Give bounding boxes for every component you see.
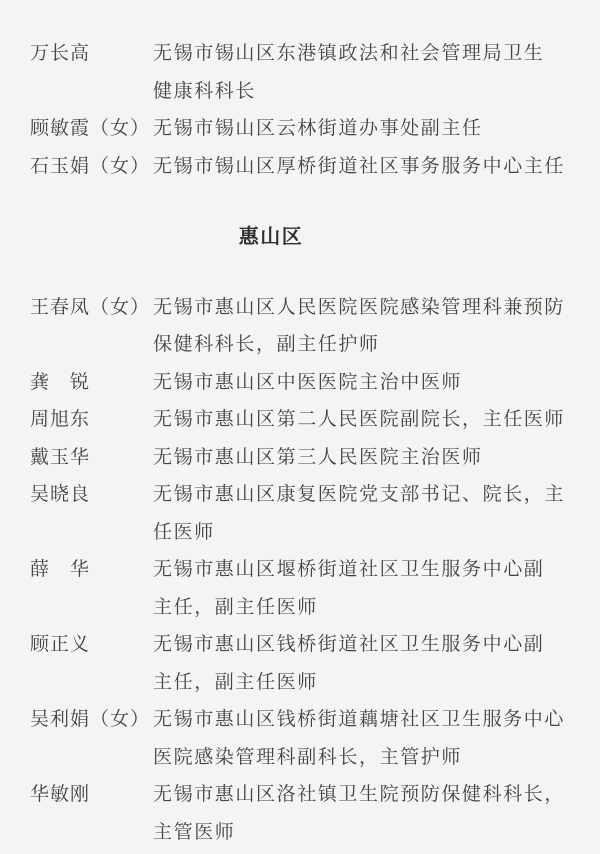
entry-row	[30, 626, 600, 701]
title-line: 无锡市惠山区康复医院党支部书记、院长，主	[153, 484, 566, 505]
title-line: 无锡市惠山区洛社镇卫生院预防保健科科长，	[153, 784, 566, 805]
entry-row	[30, 289, 600, 364]
title-line: 无锡市惠山区第二人民医院副院长，主任医师	[153, 409, 566, 430]
person-title	[153, 148, 565, 186]
title-line: 主管医师	[153, 821, 236, 843]
entry-row	[30, 476, 600, 551]
title-line: 无锡市锡山区厚桥街道社区事务服务中心主任	[153, 155, 566, 177]
section-huishan	[30, 289, 600, 852]
person-title	[153, 626, 544, 701]
person-name: 吴晓良	[30, 484, 91, 505]
title-line: 无锡市惠山区中医医院主治中医师	[153, 371, 463, 393]
person-name: 龚 锐	[30, 371, 91, 393]
title-line: 主任，副主任医师	[153, 596, 318, 618]
title-line: 任医师	[153, 521, 215, 543]
title-line: 无锡市锡山区云林街道办事处副主任	[153, 118, 483, 139]
person-title	[153, 551, 544, 626]
person-name: 石玉娟（女）	[30, 155, 151, 177]
person-title	[153, 110, 483, 148]
person-title	[153, 701, 565, 776]
entry-row	[30, 35, 600, 110]
person-name: 吴利娟（女）	[30, 709, 151, 730]
title-line: 无锡市惠山区钱桥街道社区卫生服务中心副	[153, 634, 545, 655]
person-title	[153, 476, 565, 551]
entry-row	[30, 401, 600, 439]
entry-row	[30, 551, 600, 626]
title-line: 无锡市惠山区第三人民医院主治医师	[153, 446, 483, 468]
person-title	[153, 35, 544, 110]
title-line: 保健科科长，副主任护师	[153, 334, 380, 355]
person-name: 顾敏霞（女）	[30, 118, 151, 139]
person-name: 薛 华	[30, 559, 91, 580]
entry-row	[30, 439, 600, 477]
person-name: 戴玉华	[30, 446, 91, 468]
title-line: 无锡市惠山区堰桥街道社区卫生服务中心副	[153, 559, 545, 580]
person-name: 王春凤（女）	[30, 296, 151, 318]
entry-row	[30, 701, 600, 776]
person-name: 万长高	[30, 43, 91, 64]
section-xishan-continuation	[30, 35, 600, 185]
person-title	[153, 289, 565, 364]
title-line: 医院感染管理科副科长，主管护师	[153, 746, 463, 768]
person-name: 华敏刚	[30, 784, 91, 805]
person-title	[153, 364, 462, 402]
title-line: 无锡市锡山区东港镇政法和社会管理局卫生	[153, 43, 545, 64]
title-line: 无锡市惠山区人民医院医院感染管理科兼预防	[153, 296, 566, 318]
entry-row	[30, 776, 600, 851]
title-line: 健康科科长	[153, 80, 257, 102]
person-title	[153, 401, 565, 439]
person-title	[153, 776, 565, 851]
person-name: 周旭东	[30, 409, 91, 430]
title-line: 主任，副主任医师	[153, 671, 318, 693]
person-title	[153, 439, 483, 477]
entry-row	[30, 364, 600, 402]
entry-row	[30, 110, 600, 148]
district-header-huishan: 惠山区	[238, 226, 304, 248]
person-name: 顾正义	[30, 634, 91, 655]
entry-row	[30, 148, 600, 186]
title-line: 无锡市惠山区钱桥街道藕塘社区卫生服务中心	[153, 709, 566, 730]
